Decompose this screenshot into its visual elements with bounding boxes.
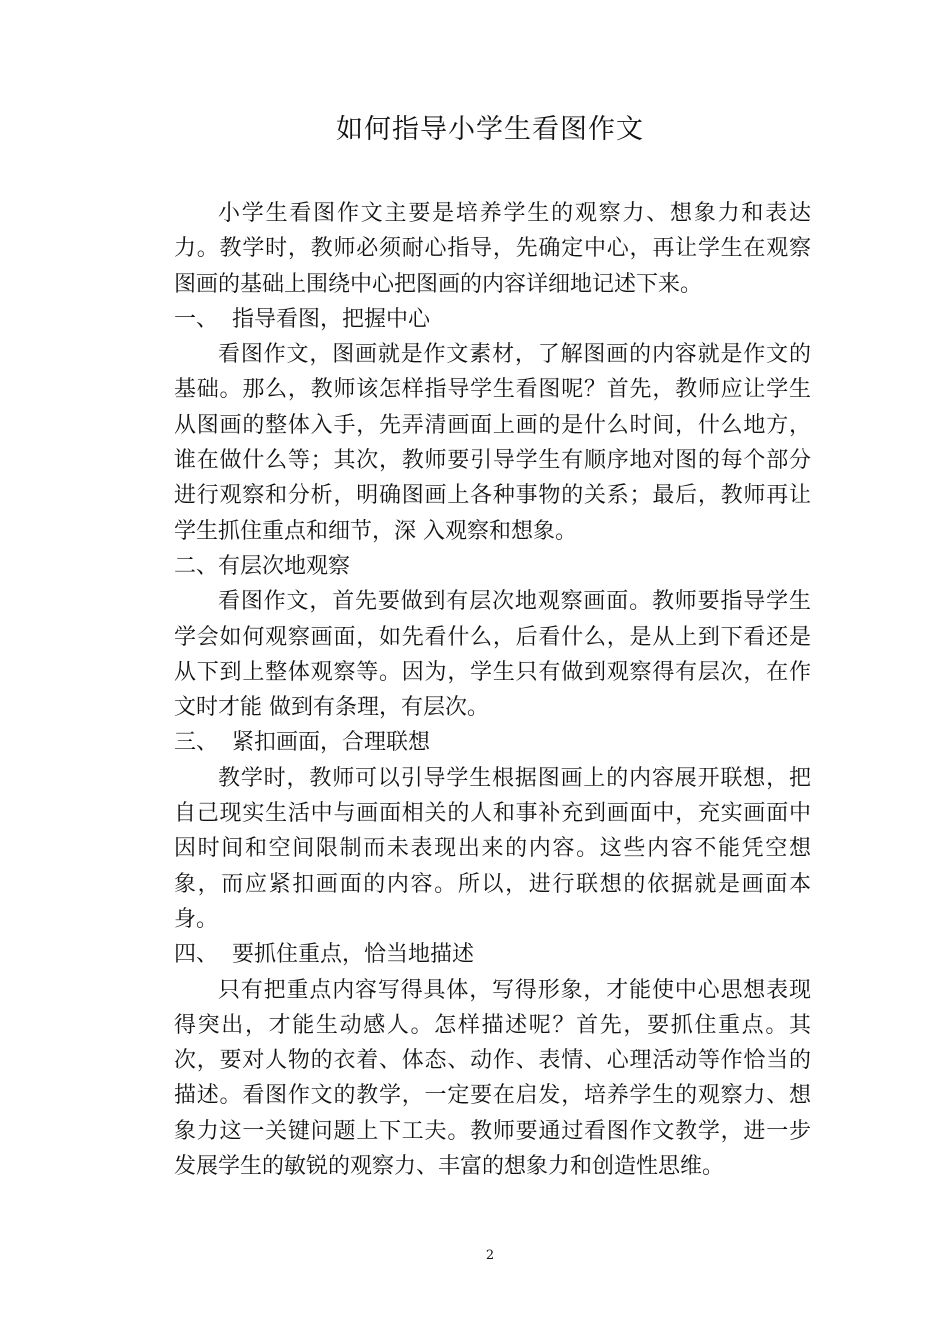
- section-heading-3: 三、 紧扣画面，合理联想: [174, 730, 430, 756]
- page-number: 2: [485, 1248, 495, 1263]
- section-heading-4: 四、 要抓住重点，恰当地描述: [174, 942, 474, 968]
- section-paragraph-2: 看图作文，首先要做到有层次地观察画面。教师要指导学生学会如何观察画面，如先看什么，后看什么，是从上到下看还是从下到上整体观察等。因为，学生只有做到观察得有层次，在作文时才能 做到有条理，有层次。: [174, 589, 811, 721]
- section-heading-2: 二、有层次地观察: [174, 553, 351, 579]
- section-paragraph-1: 看图作文，图画就是作文素材，了解图画的内容就是作文的基础。那么，教师该怎样指导学生看图呢？首先，教师应让学生从图画的整体入手，先弄清画面上画的是什么时间，什么地方，谁在做什么等；其次，教师要引导学生有顺序地对图的每个部分进行观察和分析，明确图画上各种事物的关系；最后，教师再让学生抓住重点和细节，深 入观察和想象。: [174, 342, 811, 544]
- page-title: 如何指导小学生看图作文: [336, 114, 644, 145]
- section-heading-1: 一、 指导看图，把握中心: [174, 306, 430, 332]
- section-paragraph-4: 只有把重点内容写得具体，写得形象，才能使中心思想表现得突出，才能生动感人。怎样描述呢？首先，要抓住重点。其次，要对人物的衣着、体态、动作、表情、心理活动等作恰当的描述。看图作文的教学，一定要在启发，培养学生的观察力、想象力这一关键问题上下工夫。教师要通过看图作文教学，进一步发展学生的敏锐的观察力、丰富的想象力和创造性思维。: [174, 977, 811, 1180]
- document-body: [174, 196, 811, 1184]
- section-paragraph-3: 教学时，教师可以引导学生根据图画上的内容展开联想，把自己现实生活中与画面相关的人和事补充到画面中，充实画面中因时间和空间限制而未表现出来的内容。这些内容不能凭空想象，而应紧扣画面的内容。所以，进行联想的依据就是画面本身。: [174, 765, 811, 932]
- intro-paragraph: 小学生看图作文主要是培养学生的观察力、想象力和表达力。教学时，教师必须耐心指导，先确定中心，再让学生在观察图画的基础上围绕中心把图画的内容详细地记述下来。: [174, 201, 811, 297]
